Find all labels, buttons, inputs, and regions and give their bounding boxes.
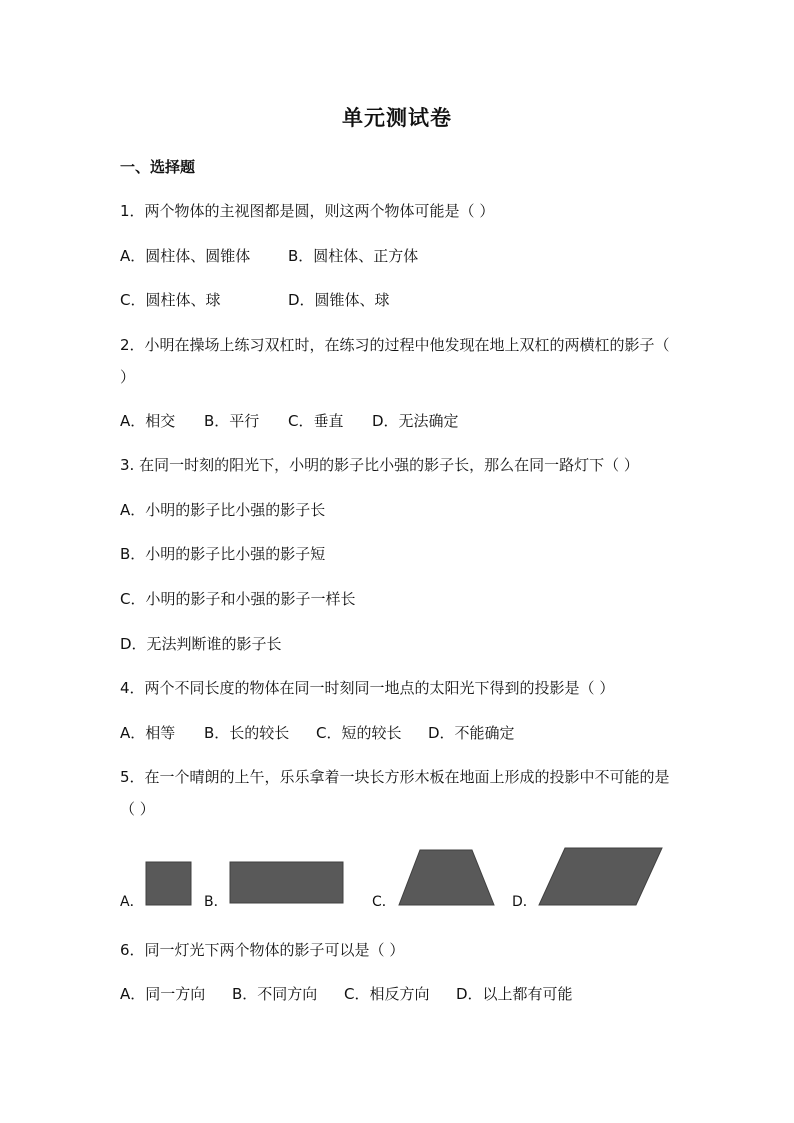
q1-option-d[interactable]: D．圆锥体、球 [288, 291, 390, 309]
section-heading: 一、选择题 [120, 158, 196, 176]
question-3-stem: 3. 在同一时刻的阳光下，小明的影子比小强的影子长，那么在同一路灯下（ ） [120, 456, 639, 474]
question-4-options [120, 723, 515, 743]
question-1-stem: 1．两个物体的主视图都是圆，则这两个物体可能是（ ） [120, 202, 495, 220]
q3-option-a[interactable]: A．小明的影子比小强的影子长 [120, 501, 326, 519]
question-2-options [120, 411, 459, 431]
q4-option-c[interactable]: C．短的较长 [316, 724, 402, 742]
q5-option-c[interactable]: C． [372, 894, 396, 910]
question-1-options-row-2 [120, 290, 390, 310]
q4-option-d[interactable]: D．不能确定 [428, 724, 515, 742]
square-shape[interactable] [145, 861, 193, 907]
q3-option-d[interactable]: D．无法判断谁的影子长 [120, 635, 282, 653]
q6-option-d[interactable]: D．以上都有可能 [456, 985, 573, 1003]
question-5-stem: 5．在一个晴朗的上午，乐乐拿着一块长方形木板在地面上形成的投影中不可能的是（ ） [120, 768, 670, 818]
question-6-options [120, 984, 573, 1004]
q6-option-b[interactable]: B．不同方向 [232, 985, 318, 1003]
question-5-shape-options [120, 845, 680, 915]
q4-option-a[interactable]: A．相等 [120, 724, 176, 742]
q2-option-d[interactable]: D．无法确定 [372, 412, 459, 430]
q1-option-b[interactable]: B．圆柱体、正方体 [288, 247, 419, 265]
question-4-stem: 4．两个不同长度的物体在同一时刻同一地点的太阳光下得到的投影是（ ） [120, 679, 615, 697]
q5-option-d[interactable]: D． [512, 894, 537, 910]
trapezoid-shape[interactable] [398, 849, 496, 907]
q5-option-a[interactable]: A． [120, 894, 144, 910]
q1-option-a[interactable]: A．圆柱体、圆锥体 [120, 247, 251, 265]
page-title: 单元测试卷 [342, 105, 452, 130]
q2-option-c[interactable]: C．垂直 [288, 412, 344, 430]
q2-option-a[interactable]: A．相交 [120, 412, 176, 430]
question-2-stem: 2．小明在操场上练习双杠时，在练习的过程中他发现在地上双杠的两横杠的影子（ ） [120, 336, 670, 386]
q3-option-b[interactable]: B．小明的影子比小强的影子短 [120, 545, 326, 563]
q5-option-b[interactable]: B． [204, 894, 228, 910]
q2-option-b[interactable]: B．平行 [204, 412, 260, 430]
q1-option-c[interactable]: C．圆柱体、球 [120, 291, 221, 309]
q3-option-c[interactable]: C．小明的影子和小强的影子一样长 [120, 590, 356, 608]
q6-option-c[interactable]: C．相反方向 [344, 985, 430, 1003]
q6-option-a[interactable]: A．同一方向 [120, 985, 206, 1003]
question-1-options-row-1 [120, 246, 418, 266]
parallelogram-shape[interactable] [538, 847, 664, 907]
question-6-stem: 6．同一灯光下两个物体的影子可以是（ ） [120, 941, 405, 959]
q4-option-b[interactable]: B．长的较长 [204, 724, 290, 742]
rectangle-shape[interactable] [229, 861, 345, 905]
